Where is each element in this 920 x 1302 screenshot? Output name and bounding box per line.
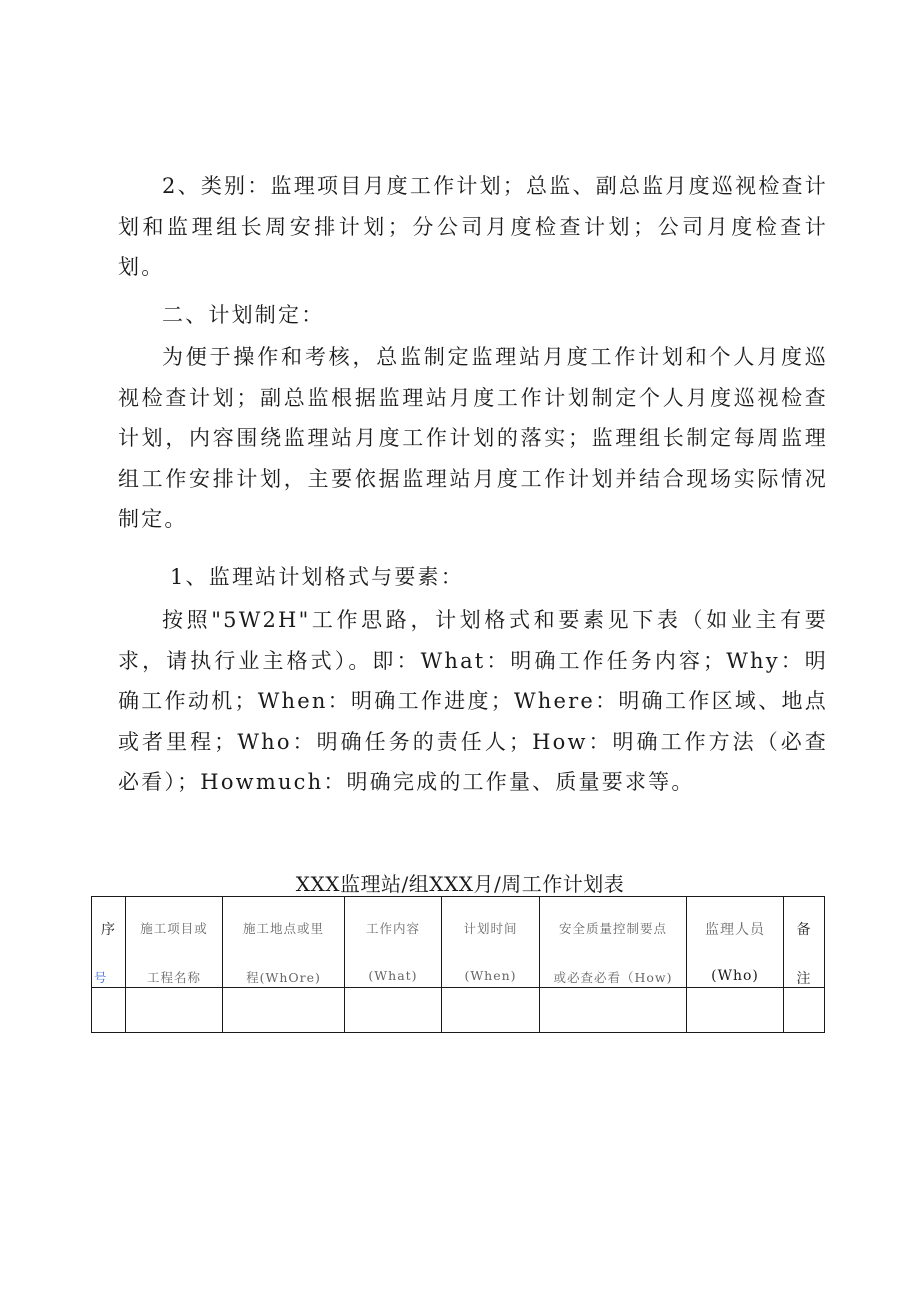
header-remarks-line2: 注	[796, 971, 812, 987]
header-cell-control	[540, 897, 687, 988]
table-title: XXX监理站/组XXX月/周工作计划表	[295, 872, 625, 896]
header-project-line2: 工程名称	[146, 970, 201, 985]
table-cell	[345, 988, 442, 1033]
header-cell-project	[126, 897, 223, 988]
table-cell	[784, 988, 825, 1033]
table-cell	[442, 988, 540, 1033]
category-paragraph: 2、类别：监理项目月度工作计划；总监、副总监月度巡视检查计划和监理组长周安排计划；分公司月度检查计划；公司月度检查计划。	[118, 174, 828, 279]
section-heading-plan-making: 二、计划制定：	[162, 303, 325, 327]
header-time-line2: (When)	[464, 968, 517, 983]
table-cell	[540, 988, 687, 1033]
header-cell-personnel	[687, 897, 784, 988]
header-content-line2: (What)	[368, 968, 418, 983]
header-time-line1: 计划时间	[463, 921, 518, 936]
header-serial-line1: 序	[101, 922, 116, 938]
header-control-line1: 安全质量控制要点	[558, 921, 667, 936]
header-location-line2: 程(WhOre)	[246, 970, 321, 985]
table-cell	[92, 988, 126, 1033]
header-control-line2: 或必查必看（How)	[553, 970, 673, 985]
subsection-heading-format: 1、监理站计划格式与要素：	[170, 565, 464, 589]
table-cell	[126, 988, 223, 1033]
header-remarks-line1: 备	[796, 922, 812, 938]
table-cell	[687, 988, 784, 1033]
table-row	[92, 988, 825, 1033]
table-header-row	[92, 897, 825, 988]
work-plan-table	[91, 896, 825, 1033]
header-project-line1: 施工项目或	[140, 921, 208, 936]
5w2h-paragraph: 按照"5W2H"工作思路，计划格式和要素见下表（如业主有要求，请执行业主格式）。即：What：明确工作任务内容；Why：明确工作动机；When：明确工作进度；Where：明确工作区域、地点或者里程；Who：明确任务的责任人；How：明确工作方法（必查必看）；Howmuch：明确完成的工作量、质量要求等。	[118, 608, 828, 794]
header-cell-location	[223, 897, 345, 988]
plan-making-paragraph: 为便于操作和考核，总监制定监理站月度工作计划和个人月度巡视检查计划；副总监根据监理站月度工作计划制定个人月度巡视检查计划，内容围绕监理站月度工作计划的落实；监理组长制定每周监理组工作安排计划，主要依据监理站月度工作计划并结合现场实际情况制定。	[118, 345, 828, 531]
header-cell-time	[442, 897, 540, 988]
header-cell-remarks	[784, 897, 825, 988]
table-cell	[223, 988, 345, 1033]
header-content-line1: 工作内容	[365, 921, 420, 936]
header-cell-content	[345, 897, 442, 988]
header-personnel-line1: 监理人员	[705, 922, 765, 938]
header-cell-serial	[92, 897, 126, 988]
header-location-line1: 施工地点或里	[242, 921, 324, 936]
header-personnel-line2: (Who)	[711, 968, 759, 984]
header-serial-line2: 号	[94, 970, 108, 985]
